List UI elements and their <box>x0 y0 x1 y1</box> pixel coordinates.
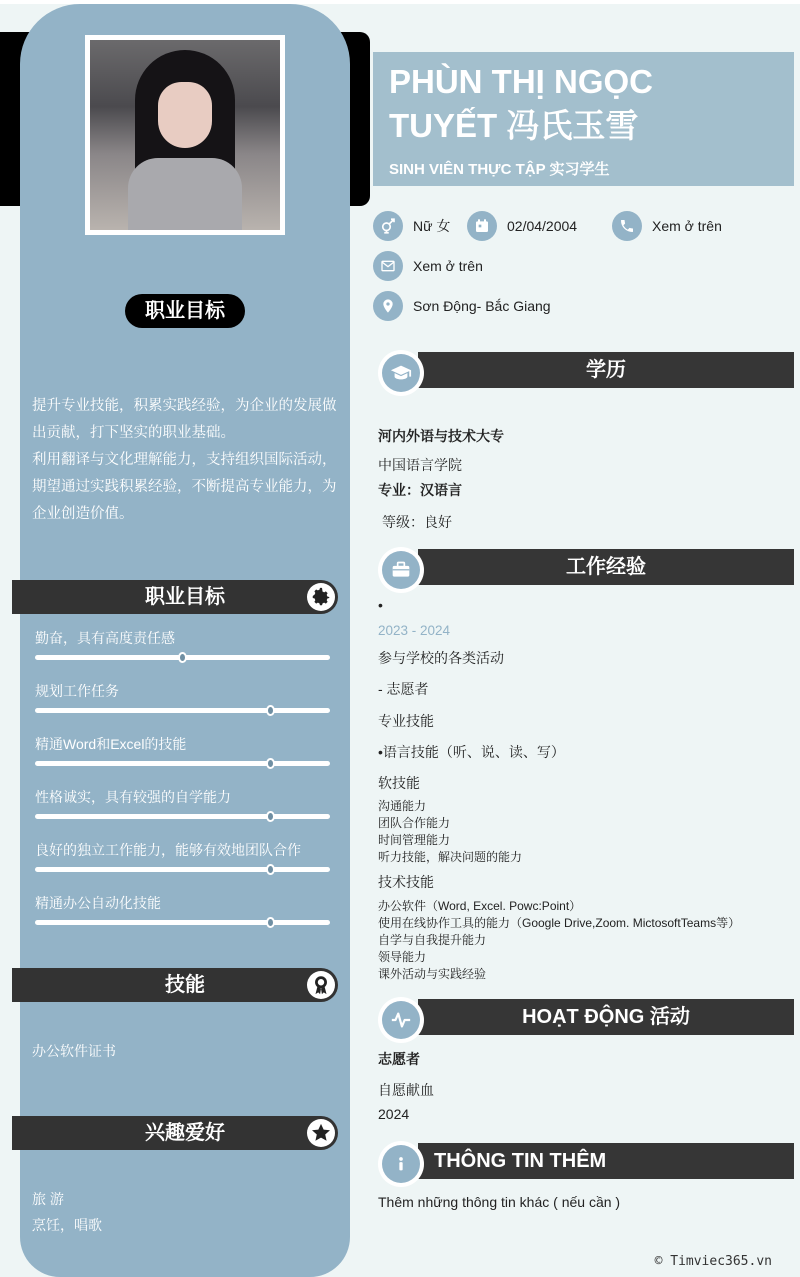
address-info <box>373 291 551 321</box>
additional-title: THÔNG TIN THÊM <box>434 1150 607 1172</box>
objective-line: 期望通过实践积累经验，不断提高专业能力，为 <box>32 479 337 495</box>
gender-info <box>373 211 450 241</box>
abilities-header <box>12 968 338 1002</box>
full-name-line1: PHÙN THỊ NGỌC <box>389 63 653 100</box>
pro-skills-title: 专业技能 <box>378 713 434 729</box>
email-value: Xem ở trên <box>413 258 483 274</box>
activities-title: HOẠT ĐỘNG 活动 <box>522 1006 690 1028</box>
hobbies-text <box>32 1186 102 1238</box>
skill-label: 精通Word和Excel的技能 <box>35 736 187 752</box>
skill-label: 精通办公自动化技能 <box>35 895 161 911</box>
tech-skill-item: 使用在线协作工具的能力（Google Drive,Zoom. MictosoftTeams等） <box>378 916 741 930</box>
tech-skill-item: 课外活动与实践经验 <box>378 967 487 981</box>
skill-item <box>35 787 330 807</box>
soft-skill-item: 团队合作能力 <box>378 816 451 830</box>
soft-skill-item: 时间管理能力 <box>378 833 451 847</box>
objective-line: 利用翻译与文化理解能力，支持组织国际活动， <box>32 452 337 468</box>
graduation-cap-icon <box>382 354 420 392</box>
activity-name: 自愿献血 <box>378 1082 434 1098</box>
abilities-title: 技能 <box>165 974 205 996</box>
gear-icon <box>307 583 335 611</box>
skill-bar <box>35 708 330 713</box>
objective-line: 出贡献，打下坚实的职业基础。 <box>32 425 235 441</box>
hobbies-header <box>12 1116 338 1150</box>
skills-title: 职业目标 <box>145 586 225 608</box>
experience-title: 工作经验 <box>566 556 646 578</box>
objective-title: 职业目标 <box>125 294 245 328</box>
abilities-text: 办公软件证书 <box>32 1043 116 1059</box>
soft-skills-title: 软技能 <box>378 775 420 791</box>
calendar-icon <box>467 211 497 241</box>
activities-header <box>378 997 794 1037</box>
hobby-item: 烹饪，唱歌 <box>32 1217 102 1233</box>
tech-skills-list <box>378 898 740 983</box>
skills-header <box>12 580 338 614</box>
experience-period: 2023 - 2024 <box>378 623 451 638</box>
skill-knob <box>266 758 275 769</box>
award-icon <box>307 971 335 999</box>
skill-label: 勤奋，具有高度责任感 <box>35 630 175 646</box>
full-name-line2: TUYẾT 冯氏玉雪 <box>389 107 639 144</box>
address-value: Sơn Động- Bắc Giang <box>413 298 551 314</box>
briefcase-icon <box>382 551 420 589</box>
faculty-name: 中国语言学院 <box>378 457 462 473</box>
experience-volunteer: - 志愿者 <box>378 681 429 697</box>
language-skills: •语言技能（听、说、读、写） <box>378 744 565 760</box>
pulse-icon <box>382 1001 420 1039</box>
footer-credit: © Timviec365.vn <box>654 1254 772 1269</box>
tech-skill-item: 领导能力 <box>378 950 427 964</box>
skill-item <box>35 681 330 701</box>
name-header <box>373 52 794 186</box>
experience-header <box>378 547 794 587</box>
objective-line: 提升专业技能，积累实践经验，为企业的发展做 <box>32 398 337 414</box>
skill-bar <box>35 761 330 766</box>
additional-header <box>378 1141 794 1181</box>
objective-line: 企业创造价值。 <box>32 506 134 522</box>
phone-value: Xem ở trên <box>652 218 722 234</box>
tech-skill-item: 自学与自我提升能力 <box>378 933 487 947</box>
skill-item <box>35 628 330 648</box>
skill-item <box>35 734 330 754</box>
skill-label: 规划工作任务 <box>35 683 119 699</box>
soft-skills-list <box>378 798 522 866</box>
experience-activity: 参与学校的各类活动 <box>378 650 504 666</box>
education-header <box>378 350 794 390</box>
phone-icon <box>612 211 642 241</box>
skill-label: 良好的独立工作能力，能够有效地团队合作 <box>35 842 301 858</box>
grade: 等级：良好 <box>382 514 452 530</box>
school-name: 河内外语与技术大专 <box>378 428 504 444</box>
phone-info <box>612 211 722 241</box>
skill-knob <box>178 652 187 663</box>
skill-label: 性格诚实，具有较强的自学能力 <box>35 789 231 805</box>
hobby-item: 旅 游 <box>32 1191 64 1207</box>
tech-skills-title: 技术技能 <box>378 874 434 890</box>
gender-icon <box>373 211 403 241</box>
location-pin-icon <box>373 291 403 321</box>
education-title: 学历 <box>586 359 626 381</box>
profile-photo <box>90 40 280 230</box>
job-title: SINH VIÊN THỰC TẬP 实习学生 <box>389 161 610 178</box>
activity-year: 2024 <box>378 1106 410 1122</box>
soft-skill-item: 沟通能力 <box>378 799 427 813</box>
info-icon <box>382 1145 420 1183</box>
skill-knob <box>266 705 275 716</box>
birthday-value: 02/04/2004 <box>507 218 578 234</box>
skill-item <box>35 893 330 913</box>
major: 专业：汉语言 <box>378 482 462 498</box>
skill-bar <box>35 867 330 872</box>
experience-bullet: • <box>378 597 383 613</box>
skill-bar <box>35 814 330 819</box>
activity-role: 志愿者 <box>378 1051 420 1067</box>
mail-icon <box>373 251 403 281</box>
skill-item <box>35 840 330 860</box>
gender-value: Nữ 女 <box>413 218 451 234</box>
skill-bar <box>35 655 330 660</box>
objective-text <box>32 393 342 528</box>
star-icon <box>307 1119 335 1147</box>
birthday-info <box>467 211 577 241</box>
skill-bar <box>35 920 330 925</box>
additional-text: Thêm những thông tin khác ( nếu cần ) <box>378 1194 621 1210</box>
skill-knob <box>266 864 275 875</box>
tech-skill-item: 办公软件（Word, Excel. Powc:Point） <box>378 899 582 913</box>
hobbies-title: 兴趣爱好 <box>145 1122 225 1144</box>
email-info <box>373 251 483 281</box>
soft-skill-item: 听力技能，解决问题的能力 <box>378 850 523 864</box>
skill-knob <box>266 917 275 928</box>
skill-knob <box>266 811 275 822</box>
avatar <box>85 35 285 235</box>
